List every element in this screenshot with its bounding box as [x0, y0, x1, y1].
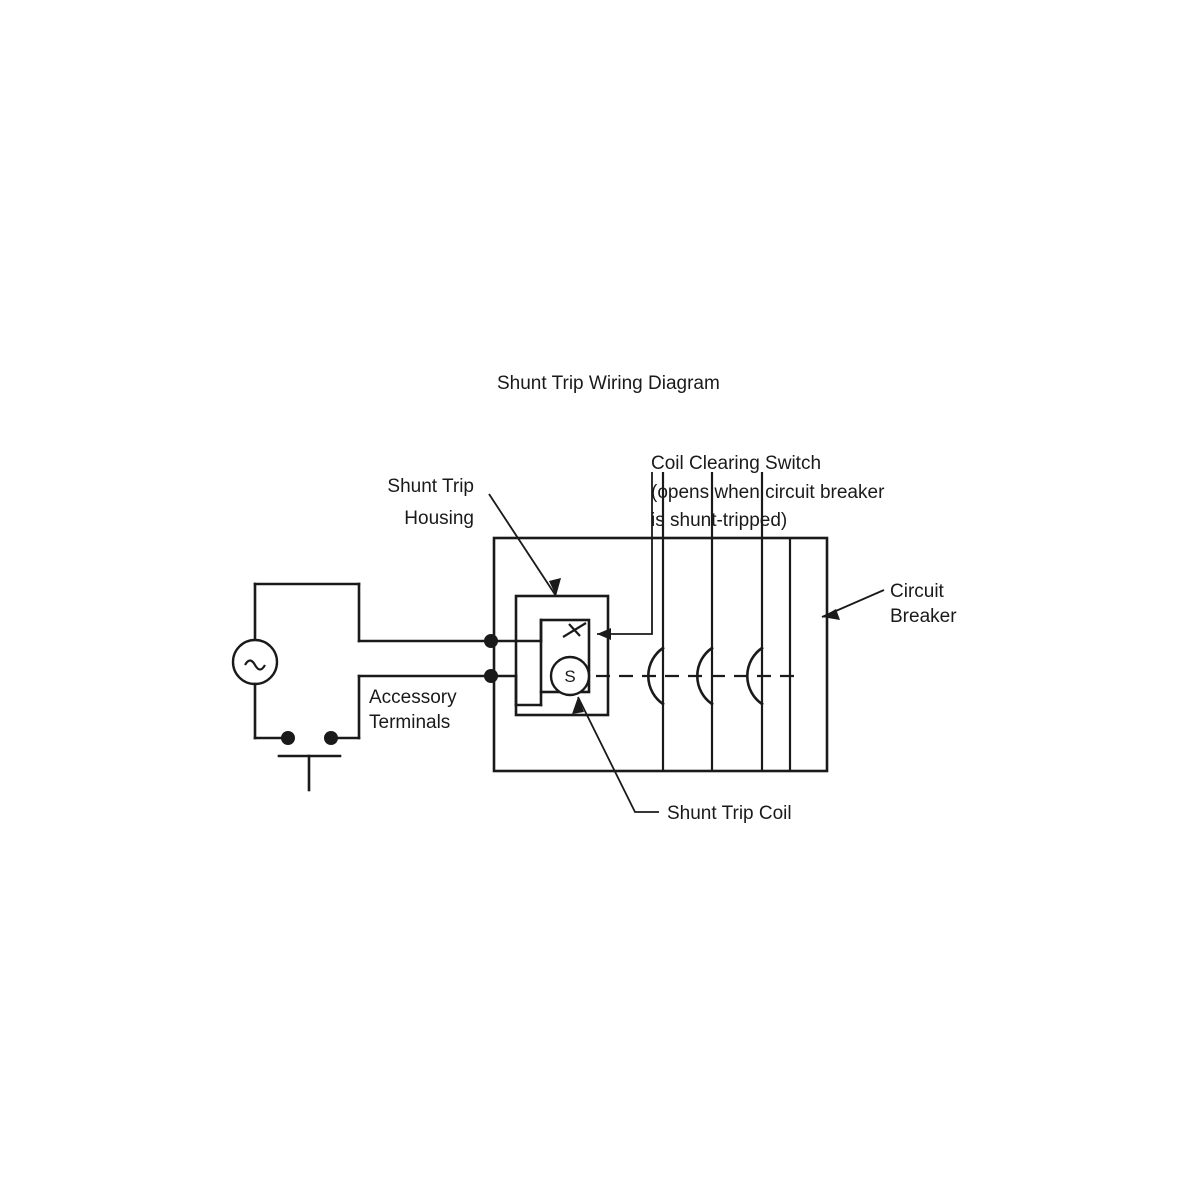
circuit-breaker-box [494, 538, 827, 771]
label-coil-clearing-line3: is shunt-tripped) [651, 510, 788, 531]
leader-coil-clearing [597, 540, 652, 634]
coil-clearing-switch-tick [569, 624, 580, 636]
label-circuit-breaker-line2: Breaker [890, 606, 957, 627]
ac-source-symbol [233, 640, 277, 684]
pushbutton-contact-left [281, 731, 295, 745]
label-circuit-breaker-line1: Circuit [890, 581, 944, 602]
shunt-trip-housing-box [516, 596, 608, 715]
label-shunt-trip-coil: Shunt Trip Coil [667, 803, 792, 824]
label-coil-clearing-line1: Coil Clearing Switch [651, 453, 822, 474]
label-accessory-terminals-line1: Accessory [369, 687, 457, 708]
diagram-title: Shunt Trip Wiring Diagram [497, 373, 720, 394]
label-coil-clearing-line2: (opens when circuit breaker [651, 482, 885, 503]
shunt-trip-coil-letter: S [564, 667, 576, 686]
leader-shunt-trip-housing [489, 494, 556, 596]
label-shunt-trip-housing-line2: Housing [404, 508, 474, 529]
label-shunt-trip-housing-line1: Shunt Trip [387, 476, 474, 497]
label-accessory-terminals-line2: Terminals [369, 712, 451, 733]
leader-arrow-coil-clearing [597, 628, 611, 640]
